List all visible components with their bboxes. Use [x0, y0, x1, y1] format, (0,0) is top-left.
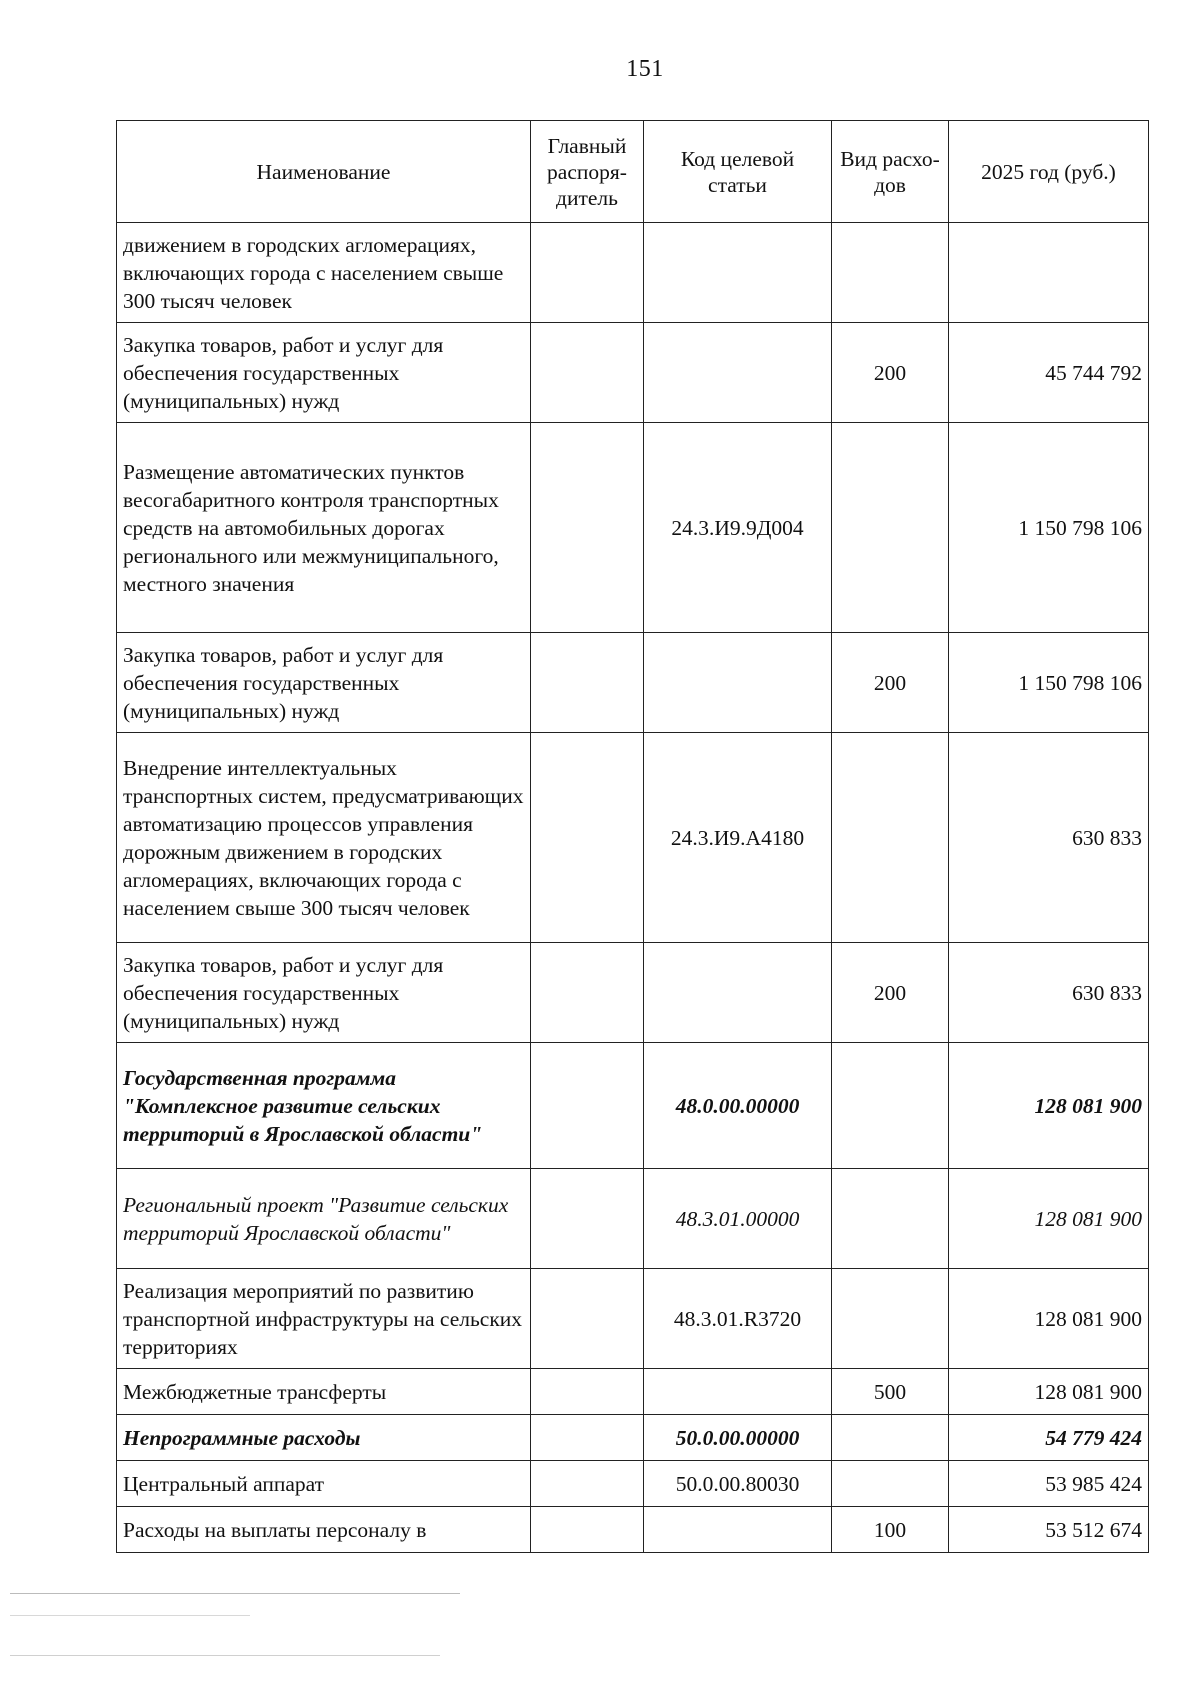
- row-amount: 128 081 900: [949, 1043, 1149, 1169]
- header-row: [117, 121, 1149, 223]
- row-name: Расходы на выплаты персоналу в: [117, 1507, 531, 1553]
- row-code: 48.0.00.00000: [644, 1043, 832, 1169]
- row-expense-type: [832, 223, 949, 323]
- row-manager: [531, 223, 644, 323]
- scan-artifact: [10, 1615, 250, 1616]
- row-amount: 128 081 900: [949, 1369, 1149, 1415]
- row-name: движением в городских агломерациях, включающих города с населением свыше 300 тысяч человек: [117, 223, 531, 323]
- row-manager: [531, 943, 644, 1043]
- row-code: [644, 1507, 832, 1553]
- row-manager: [531, 323, 644, 423]
- row-manager: [531, 1415, 644, 1461]
- header-expense-type: Вид расхо-дов: [832, 121, 949, 223]
- row-name: Закупка товаров, работ и услуг для обеспечения государственных (муниципальных) нужд: [117, 633, 531, 733]
- table-row: [117, 633, 1149, 733]
- row-amount: 630 833: [949, 733, 1149, 943]
- row-manager: [531, 633, 644, 733]
- table-row: [117, 1169, 1149, 1269]
- row-manager: [531, 733, 644, 943]
- row-code: 24.3.И9.А4180: [644, 733, 832, 943]
- header-code: Код целевой статьи: [644, 121, 832, 223]
- row-expense-type: 200: [832, 323, 949, 423]
- row-manager: [531, 1507, 644, 1553]
- table-row: [117, 1369, 1149, 1415]
- row-expense-type: 500: [832, 1369, 949, 1415]
- row-expense-type: [832, 1043, 949, 1169]
- scan-artifact: [10, 1593, 460, 1594]
- table-row: [117, 733, 1149, 943]
- header-name: Наименование: [117, 121, 531, 223]
- table-row: [117, 1269, 1149, 1369]
- table-row: [117, 423, 1149, 633]
- row-amount: 1 150 798 106: [949, 423, 1149, 633]
- row-manager: [531, 1369, 644, 1415]
- table-body: [117, 223, 1149, 1553]
- row-amount: 53 512 674: [949, 1507, 1149, 1553]
- row-expense-type: 200: [832, 943, 949, 1043]
- header-manager: Главный распоря-дитель: [531, 121, 644, 223]
- row-manager: [531, 1461, 644, 1507]
- row-code: 50.0.00.80030: [644, 1461, 832, 1507]
- row-name: Центральный аппарат: [117, 1461, 531, 1507]
- row-amount: 630 833: [949, 943, 1149, 1043]
- row-manager: [531, 1269, 644, 1369]
- row-code: 50.0.00.00000: [644, 1415, 832, 1461]
- row-manager: [531, 1169, 644, 1269]
- table-row: [117, 1415, 1149, 1461]
- row-name: Внедрение интеллектуальных транспортных систем, предусматривающих автоматизацию процессов управления дорожным движением в городских агломерациях, включающих города с населением свыше 300 тысяч человек: [117, 733, 531, 943]
- row-expense-type: [832, 423, 949, 633]
- row-code: 48.3.01.00000: [644, 1169, 832, 1269]
- table-row: [117, 943, 1149, 1043]
- row-code: 24.3.И9.9Д004: [644, 423, 832, 633]
- row-name: Закупка товаров, работ и услуг для обеспечения государственных (муниципальных) нужд: [117, 323, 531, 423]
- row-amount: 128 081 900: [949, 1169, 1149, 1269]
- row-manager: [531, 1043, 644, 1169]
- page-number: 151: [626, 56, 664, 82]
- row-amount: 53 985 424: [949, 1461, 1149, 1507]
- row-amount: 54 779 424: [949, 1415, 1149, 1461]
- table-header: [117, 121, 1149, 223]
- row-manager: [531, 423, 644, 633]
- table-row: [117, 1043, 1149, 1169]
- row-code: [644, 943, 832, 1043]
- row-name: Размещение автоматических пунктов весогабаритного контроля транспортных средств на автомобильных дорогах регионального или межмуниципального, местного значения: [117, 423, 531, 633]
- row-amount: 1 150 798 106: [949, 633, 1149, 733]
- header-amount: 2025 год (руб.): [949, 121, 1149, 223]
- row-name: Межбюджетные трансферты: [117, 1369, 531, 1415]
- scan-artifact: [10, 1655, 440, 1656]
- table-row: [117, 1507, 1149, 1553]
- row-expense-type: [832, 733, 949, 943]
- row-amount: 45 744 792: [949, 323, 1149, 423]
- row-name: Государственная программа "Комплексное развитие сельских территорий в Ярославской области": [117, 1043, 531, 1169]
- row-name: Закупка товаров, работ и услуг для обеспечения государственных (муниципальных) нужд: [117, 943, 531, 1043]
- row-code: [644, 633, 832, 733]
- row-expense-type: 100: [832, 1507, 949, 1553]
- row-expense-type: [832, 1269, 949, 1369]
- table-row: [117, 223, 1149, 323]
- table-row: [117, 1461, 1149, 1507]
- row-expense-type: [832, 1415, 949, 1461]
- row-code: [644, 1369, 832, 1415]
- table-row: [117, 323, 1149, 423]
- row-expense-type: [832, 1461, 949, 1507]
- budget-table: [116, 120, 1149, 1553]
- row-expense-type: [832, 1169, 949, 1269]
- row-name: Реализация мероприятий по развитию транспортной инфраструктуры на сельских территориях: [117, 1269, 531, 1369]
- row-amount: 128 081 900: [949, 1269, 1149, 1369]
- row-name: Региональный проект "Развитие сельских территорий Ярославской области": [117, 1169, 531, 1269]
- row-amount: [949, 223, 1149, 323]
- row-code: [644, 323, 832, 423]
- row-name: Непрограммные расходы: [117, 1415, 531, 1461]
- row-code: 48.3.01.R3720: [644, 1269, 832, 1369]
- row-code: [644, 223, 832, 323]
- row-expense-type: 200: [832, 633, 949, 733]
